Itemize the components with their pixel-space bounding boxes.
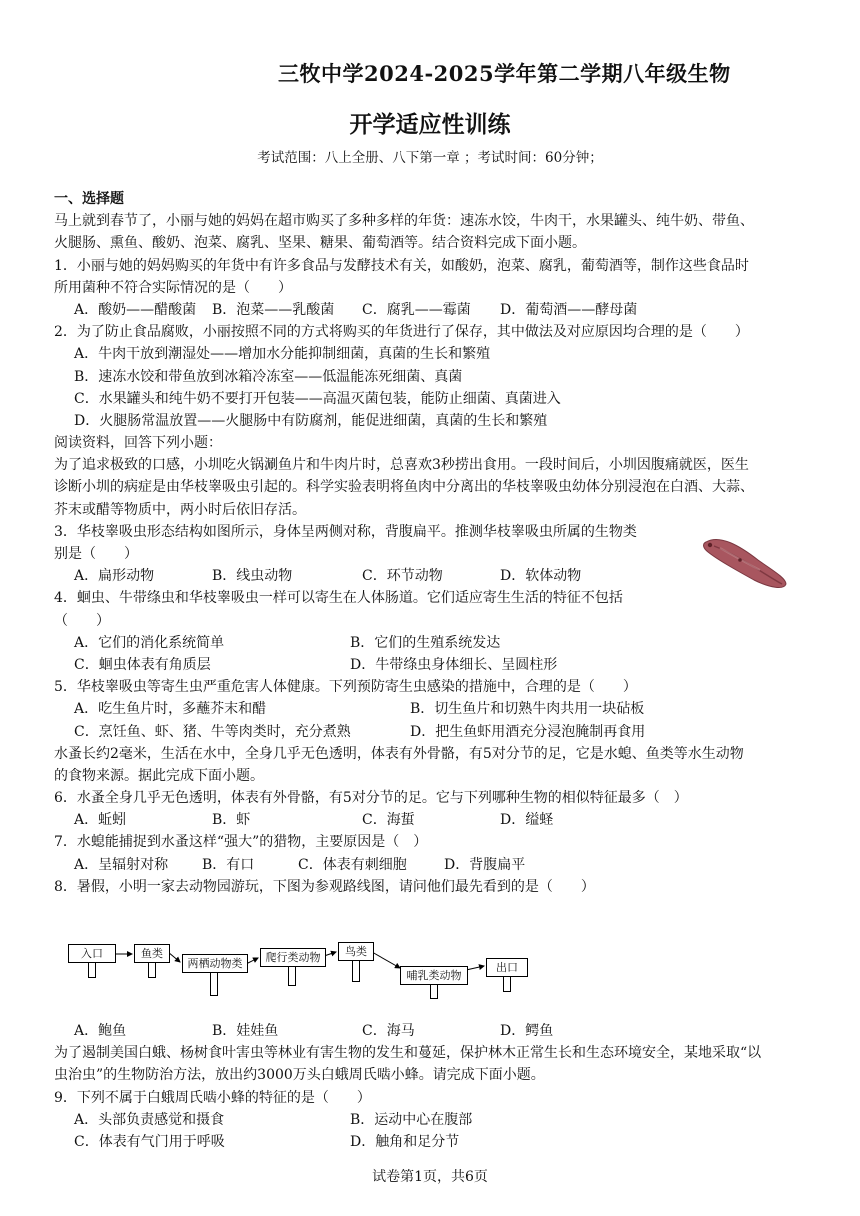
question-6-options xyxy=(54,809,814,831)
content-bottom xyxy=(54,1020,814,1153)
sign-post xyxy=(352,961,360,982)
question-9-options xyxy=(54,1109,814,1131)
question-5-options xyxy=(54,698,814,720)
option-a[interactable]: A．牛肉干放到潮湿处——增加水分能抑制细菌，真菌的生长和繁殖 xyxy=(74,346,491,363)
sign-post xyxy=(88,963,96,978)
exam-scope: 考试范围：八上全册、八下第一章 ；考试时间：60分钟； xyxy=(257,150,603,166)
question-6-stem: 6．水蚤全身几乎无色透明，体表有外骨骼，有5对分节的足。它与下列哪种生物的相似特征最多（ ） xyxy=(54,790,688,807)
sign-post xyxy=(288,967,296,986)
option-d[interactable]: D．背腹扁平 xyxy=(444,856,526,873)
option-a[interactable]: A．它们的消化系统简单 xyxy=(74,634,225,651)
option-d[interactable]: D．牛带绦虫身体细长、呈圆柱形 xyxy=(350,656,558,673)
option-a[interactable]: A．鲍鱼 xyxy=(74,1023,127,1039)
route-birds: 鸟类 xyxy=(338,942,374,961)
option-c[interactable]: C．腐乳——霉菌 xyxy=(362,301,471,318)
option-b[interactable]: B．切生鱼片和切熟牛肉共用一块砧板 xyxy=(410,701,645,718)
option-b[interactable]: B．泡菜——乳酸菌 xyxy=(212,301,335,318)
option-d[interactable]: D．缢蛏 xyxy=(500,812,554,829)
question-7-options xyxy=(54,854,814,876)
option-d[interactable]: D．把生鱼虾用酒充分浸泡腌制再食用 xyxy=(410,723,646,740)
question-5-stem: 5．华枝睾吸虫等寄生虫严重危害人体健康。下列预防寄生虫感染的措施中，合理的是（ ） xyxy=(54,679,637,696)
material-line: 为了遏制美国白蛾、杨树食叶害虫等林业有害生物的发生和蔓延，保护林木正常生长和生态环境安全，某地采取“以 xyxy=(54,1045,762,1062)
page-footer: 试卷第1页，共6页 xyxy=(372,1169,488,1185)
route-reptiles: 爬行类动物 xyxy=(260,948,326,967)
question-4-options xyxy=(54,632,814,654)
question-9-stem: 9．下列不属于白蛾周氏啮小蜂的特征的是（ ） xyxy=(54,1089,371,1106)
option-c[interactable]: C．海马 xyxy=(362,1023,415,1039)
option-d[interactable]: D．火腿肠常温放置——火腿肠中有防腐剂，能促进细菌，真菌的生长和繁殖 xyxy=(74,412,548,429)
option-a[interactable]: A．呈辐射对称 xyxy=(74,856,169,873)
sign-post xyxy=(430,985,438,999)
option-a[interactable]: A．蚯蚓 xyxy=(74,812,127,829)
option-a[interactable]: A．吃生鱼片时，多蘸芥末和醋 xyxy=(74,701,267,718)
question-7-stem: 7．水螅能捕捉到水蚤这样“强大”的猎物，主要原因是（ ） xyxy=(54,834,428,851)
question-4-stem: （ ） xyxy=(54,612,110,629)
question-3-stem: 别是（ ） xyxy=(54,546,138,562)
option-b[interactable]: B．它们的生殖系统发达 xyxy=(350,634,501,651)
option-b[interactable]: B．娃娃鱼 xyxy=(212,1023,279,1039)
option-d[interactable]: D．鳄鱼 xyxy=(500,1023,554,1039)
section-title: 一、选择题 xyxy=(54,191,124,207)
option-c[interactable]: C．蛔虫体表有角质层 xyxy=(74,656,211,673)
option-b[interactable]: B．运动中心在腹部 xyxy=(350,1111,473,1128)
option-c[interactable]: C．体表有气门用于呼吸 xyxy=(74,1133,225,1150)
option-d[interactable]: D．葡萄酒——酵母菌 xyxy=(500,301,638,318)
option-c[interactable]: C．烹饪鱼、虾、猪、牛等肉类时，充分煮熟 xyxy=(74,723,351,740)
question-1-stem: 所用菌种不符合实际情况的是（ ） xyxy=(54,279,292,296)
material-line: 水蚤长约2毫米，生活在水中，全身几乎无色透明，体表有外骨骼，有5对分节的足，它是水螅、鱼类等水生动物 xyxy=(54,745,744,762)
option-a[interactable]: A．头部负责感觉和摄食 xyxy=(74,1111,225,1128)
option-a[interactable]: A．酸奶——醋酸菌 xyxy=(74,301,197,318)
question-8-options xyxy=(54,1020,814,1042)
option-d[interactable]: D．触角和足分节 xyxy=(350,1133,460,1150)
option-c[interactable]: C．体表有刺细胞 xyxy=(298,856,407,873)
sign-post xyxy=(210,973,218,996)
material-line: 的食物来源。据此完成下面小题。 xyxy=(54,767,264,784)
material-line: 芥末或醋等物质中，两小时后依旧存活。 xyxy=(54,501,306,518)
option-d[interactable]: D．软体动物 xyxy=(500,568,582,585)
route-exit: 出口 xyxy=(486,958,528,977)
question-1-stem: 1．小丽与她的妈妈购买的年货中有许多食品与发酵技术有关，如酸奶，泡菜、腐乳，葡萄酒等，制作这些食品时 xyxy=(54,257,749,274)
material-line: 阅读资料，回答下列小题： xyxy=(54,435,222,452)
question-9-options xyxy=(54,1131,814,1153)
fluke-illustration xyxy=(700,532,790,594)
route-entrance: 入口 xyxy=(68,944,116,963)
question-5-options xyxy=(54,721,814,743)
exam-subtitle: 开学适应性训练 xyxy=(349,111,511,138)
question-1-options xyxy=(54,299,814,321)
material-line: 诊断小圳的病症是由华枝睾吸虫引起的。科学实验表明将鱼肉中分离出的华枝睾吸虫幼体分别浸泡在白酒、大蒜、 xyxy=(54,479,754,496)
material-line: 火腿肠、熏鱼、酸奶、泡菜、腐乳、坚果、糖果、葡萄酒等。结合资料完成下面小题。 xyxy=(54,235,586,252)
option-b[interactable]: B．速冻水饺和带鱼放到冰箱冷冻室——低温能冻死细菌、真菌 xyxy=(74,368,463,385)
option-c[interactable]: C．水果罐头和纯牛奶不要打开包装——高温灭菌包装，能防止细菌、真菌进入 xyxy=(74,390,561,407)
question-3-stem: 3．华枝睾吸虫形态结构如图所示，身体呈两侧对称，背腹扁平。推测华枝睾吸虫所属的生物类 xyxy=(54,523,637,540)
question-4-stem: 4．蛔虫、牛带绦虫和华枝睾吸虫一样可以寄生在人体肠道。它们适应寄生生活的特征不包括 xyxy=(54,590,623,607)
exam-title: 三牧中学2024-2025学年第二学期八年级生物 xyxy=(278,61,731,86)
question-2-stem: 2．为了防止食品腐败，小丽按照不同的方式将购买的年货进行了保存，其中做法及对应原因均合理的是（ ） xyxy=(54,324,749,341)
material-line: 虫治虫”的生物防治方法，放出约3000万头白蛾周氏啮小蜂。请完成下面小题。 xyxy=(54,1067,545,1084)
option-c[interactable]: C．环节动物 xyxy=(362,568,443,585)
option-c[interactable]: C．海蜇 xyxy=(362,812,415,829)
option-b[interactable]: B．线虫动物 xyxy=(212,568,293,585)
route-amphibians: 两栖动物类 xyxy=(182,954,248,973)
material-line: 马上就到春节了，小丽与她的妈妈在超市购买了多种多样的年货：速冻水饺，牛肉干，水果罐头、纯牛奶、带鱼、 xyxy=(54,213,754,230)
option-b[interactable]: B．虾 xyxy=(212,812,251,829)
question-8-stem: 8．暑假，小明一家去动物园游玩，下图为参观路线图，请问他们最先看到的是（ ） xyxy=(54,878,595,895)
option-b[interactable]: B．有口 xyxy=(202,856,255,873)
route-mammals: 哺乳类动物 xyxy=(400,966,468,985)
zoo-route-diagram xyxy=(60,938,540,1000)
option-a[interactable]: A．扁形动物 xyxy=(74,568,155,585)
question-4-options xyxy=(54,654,814,676)
route-fish: 鱼类 xyxy=(134,944,170,963)
sign-post xyxy=(503,977,511,992)
sign-post xyxy=(148,963,156,978)
material-line: 为了追求极致的口感，小圳吃火锅涮鱼片和牛肉片时，总喜欢3秒捞出食用。一段时间后，小圳因腹痛就医，医生 xyxy=(54,457,749,474)
